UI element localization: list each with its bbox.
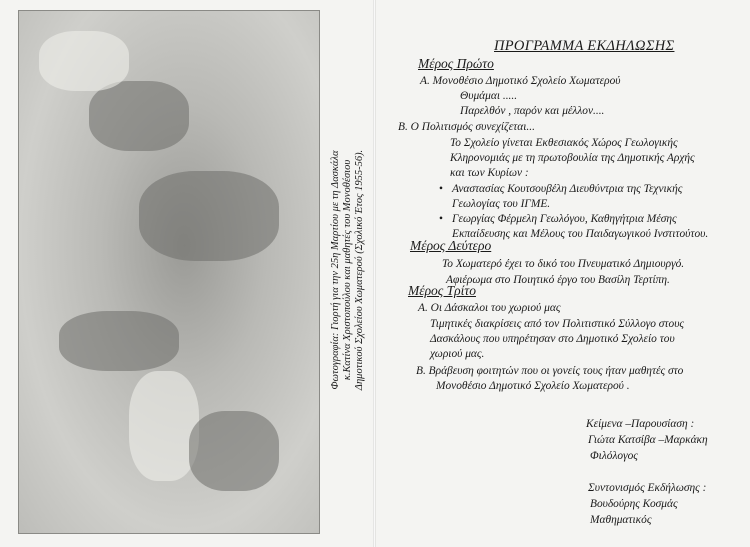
part1-a-title: Α. Μονοθέσιο Δημοτικό Σχολείο Χωματερού (420, 75, 621, 87)
bullet2-line1: • Γεωργίας Φέρμελη Γεωλόγου, Καθηγήτρια Μέσης (452, 213, 677, 226)
part3-a-line1: Τιμητικές διακρίσεις από τον Πολιτιστικό Σύλλογο στους (430, 318, 685, 330)
credits-coord-role: Μαθηματικός (590, 514, 652, 526)
caption-line-1: Φωτογραφία: Γιορτή για την 25η Μαρτίου με τη Δασκάλα (330, 150, 341, 390)
credits-coord-name: Βουδούρης Κοσμάς (590, 498, 678, 510)
part3-a-line3: χωριού μας. (430, 348, 485, 360)
credits-texts-name: Γιώτα Κατσίβα –Μαρκάκη (588, 434, 708, 446)
part3-a-title: Α. Οι Δάσκαλοι του χωριού μας (418, 302, 561, 314)
bullet1-line1: • Αναστασίας Κουτσουβέλη Διευθύντρια της Τεχνικής (452, 183, 682, 196)
part2-line2: Αφιέρωμα στο Ποιητικό έργο του Βασίλη Τερτίπη. (446, 274, 670, 286)
part1-b-line3: και των Κυρίων : (450, 167, 529, 179)
part1-b-title: Β. Ο Πολιτισμός συνεχίζεται... (398, 121, 535, 133)
part1-a-line1: Θυμάμαι ..... (460, 90, 518, 102)
credits-texts-role: Φιλόλογος (590, 450, 638, 462)
part3-a-line2: Δασκάλους που υπηρέτησαν στο Δημοτικό Σχολείο του (430, 333, 675, 345)
credits-texts-label: Κείμενα –Παρουσίαση : (586, 418, 695, 430)
part2-heading: Μέρος Δεύτερο (410, 238, 492, 253)
bullet2-line2: Εκπαίδευσης και Μέλους του Παιδαγωγικού Ινστιτούτου. (452, 228, 709, 240)
bullet1-line2: Γεωλογίας του ΙΓΜΕ. (452, 198, 551, 210)
part1-b-line1: Το Σχολείο γίνεται Εκθεσιακός Χώρος Γεωλογικής (450, 137, 678, 149)
event-program (376, 0, 750, 547)
part2-line1: Το Χωματερό έχει το δικό του Πνευματικό Δημιουργό. (442, 258, 685, 270)
part1-heading: Μέρος Πρώτο (418, 56, 494, 71)
credits-coord-label: Συντονισμός Εκδήλωσης : (588, 482, 707, 494)
school-photo-image (18, 10, 320, 534)
photo-caption (330, 100, 366, 440)
caption-line-3: Δημοτικού Σχολείου Χωματερού (Σχολικό Έτος 1955-56). (354, 149, 365, 391)
part3-heading: Μέρος Τρίτο (408, 283, 476, 298)
caption-line-2: κ.Κατίνα Χριστοπούλου και μαθητές του Μονοθέσιου (342, 159, 353, 381)
part1-b-line2: Κληρονομιάς με τη πρωτοβουλία της Δημοτικής Αρχής (450, 152, 695, 164)
part1-a-line2: Παρελθόν , παρόν και μέλλον.... (460, 105, 605, 117)
program-title: ΠΡΟΓΡΑΜΜΑ ΕΚΔΗΛΩΣΗΣ (494, 38, 675, 54)
part3-b-line2: Μονοθέσιο Δημοτικό Σχολείο Χωματερού . (436, 380, 630, 392)
part3-b-line1: Β. Βράβευση φοιτητών που οι γονείς τους ήταν μαθητές στο (416, 365, 684, 377)
